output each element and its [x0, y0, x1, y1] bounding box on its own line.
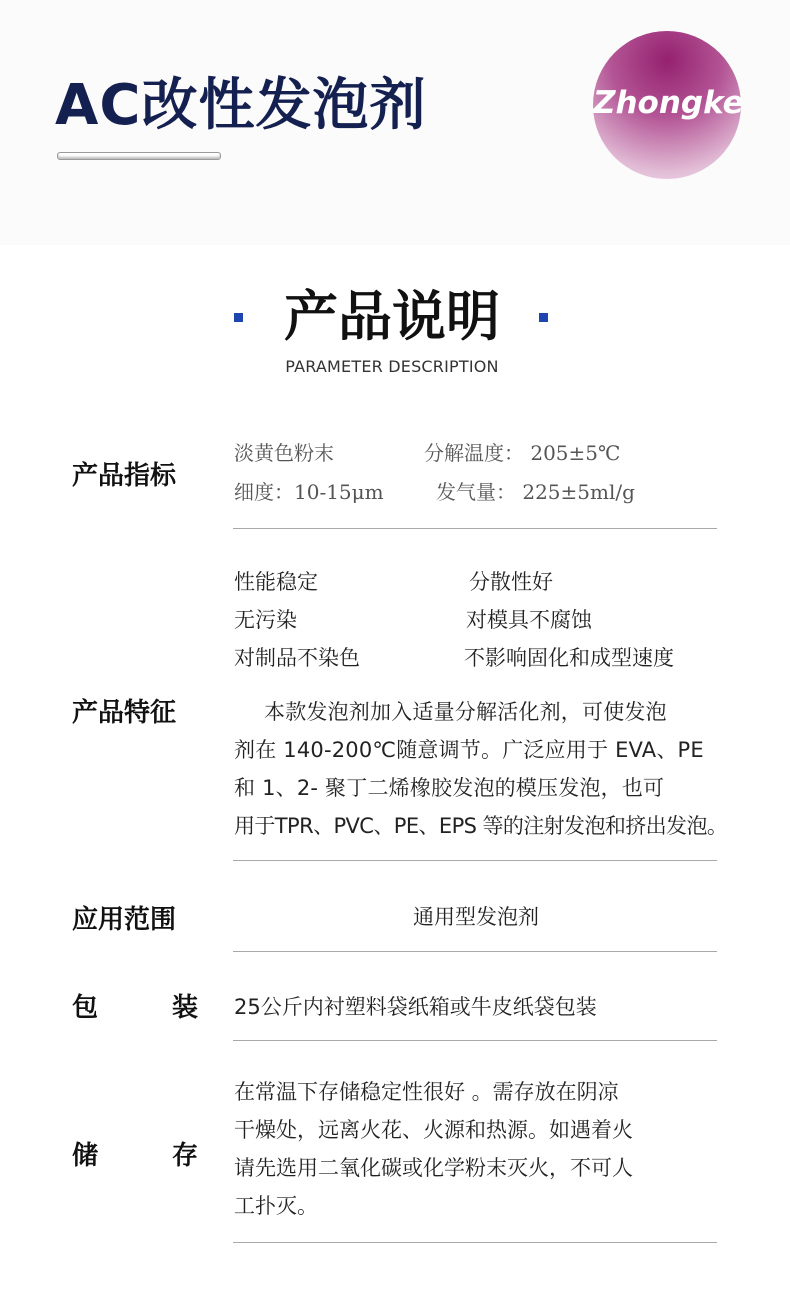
storage-label: [72, 1138, 198, 1174]
scope-label: 应用范围: [72, 905, 177, 935]
indicator-appearance: 淡黄色粉末: [234, 441, 334, 465]
storage-label-char: 储: [72, 1141, 99, 1171]
packaging-label-char: 装: [171, 993, 198, 1023]
feature-item: 无污染: [234, 608, 297, 632]
features-paragraph: [234, 693, 728, 845]
indicator-fineness: 细度：10-15μm: [234, 480, 384, 504]
paragraph-line: 用于TPR、PVC、PE、EPS 等的注射发泡和挤出发泡。: [234, 814, 728, 838]
page-title: AC改性发泡剂: [55, 73, 427, 138]
packaging-label-char: 包: [72, 993, 99, 1023]
section-subtitle: PARAMETER DESCRIPTION: [285, 357, 499, 376]
paragraph-line: 干燥处，远离火花、火源和热源。如遇着火: [234, 1118, 633, 1142]
divider: [233, 1242, 717, 1243]
indicator-gas-volume: 发气量： 225±5ml/g: [436, 480, 635, 504]
storage-label-char: 存: [171, 1141, 198, 1171]
title-underline: [57, 152, 221, 160]
features-label: 产品特征: [72, 698, 177, 728]
divider: [233, 951, 717, 952]
storage-paragraph: [234, 1073, 718, 1225]
feature-item: 不影响固化和成型速度: [464, 646, 674, 670]
paragraph-line: 本款发泡剂加入适量分解活化剂，可使发泡: [264, 700, 667, 724]
paragraph-line: 工扑灭。: [234, 1194, 318, 1218]
brand-logo: [593, 31, 744, 179]
packaging-label: [72, 990, 198, 1026]
paragraph-line: 在常温下存储稳定性很好 。需存放在阴凉: [234, 1080, 619, 1104]
scope-value: 通用型发泡剂: [413, 905, 539, 929]
packaging-value: 25公斤内衬塑料袋纸箱或牛皮纸袋包装: [234, 995, 597, 1019]
paragraph-line: 剂在 140-200℃随意调节。广泛应用于 EVA、PE: [234, 738, 704, 762]
brand-logo-text: Zhongke: [593, 85, 744, 121]
header-band: [0, 0, 790, 245]
divider: [233, 860, 717, 861]
feature-item: 对制品不染色: [234, 646, 360, 670]
heading-right-dot: [539, 313, 548, 322]
feature-item: 分散性好: [469, 570, 553, 594]
heading-left-dot: [234, 313, 243, 322]
divider: [233, 528, 717, 529]
feature-item: 对模具不腐蚀: [466, 608, 592, 632]
divider: [233, 1040, 717, 1041]
indicators-label: 产品指标: [72, 461, 177, 491]
paragraph-line: 和 1、2- 聚丁二烯橡胶发泡的模压发泡，也可: [234, 776, 665, 800]
feature-item: 性能稳定: [234, 570, 318, 594]
indicator-decomposition-temp: 分解温度： 205±5℃: [424, 441, 621, 465]
section-title: 产品说明: [284, 285, 500, 348]
paragraph-line: 请先选用二氧化碳或化学粉末灭火，不可人: [234, 1156, 633, 1180]
